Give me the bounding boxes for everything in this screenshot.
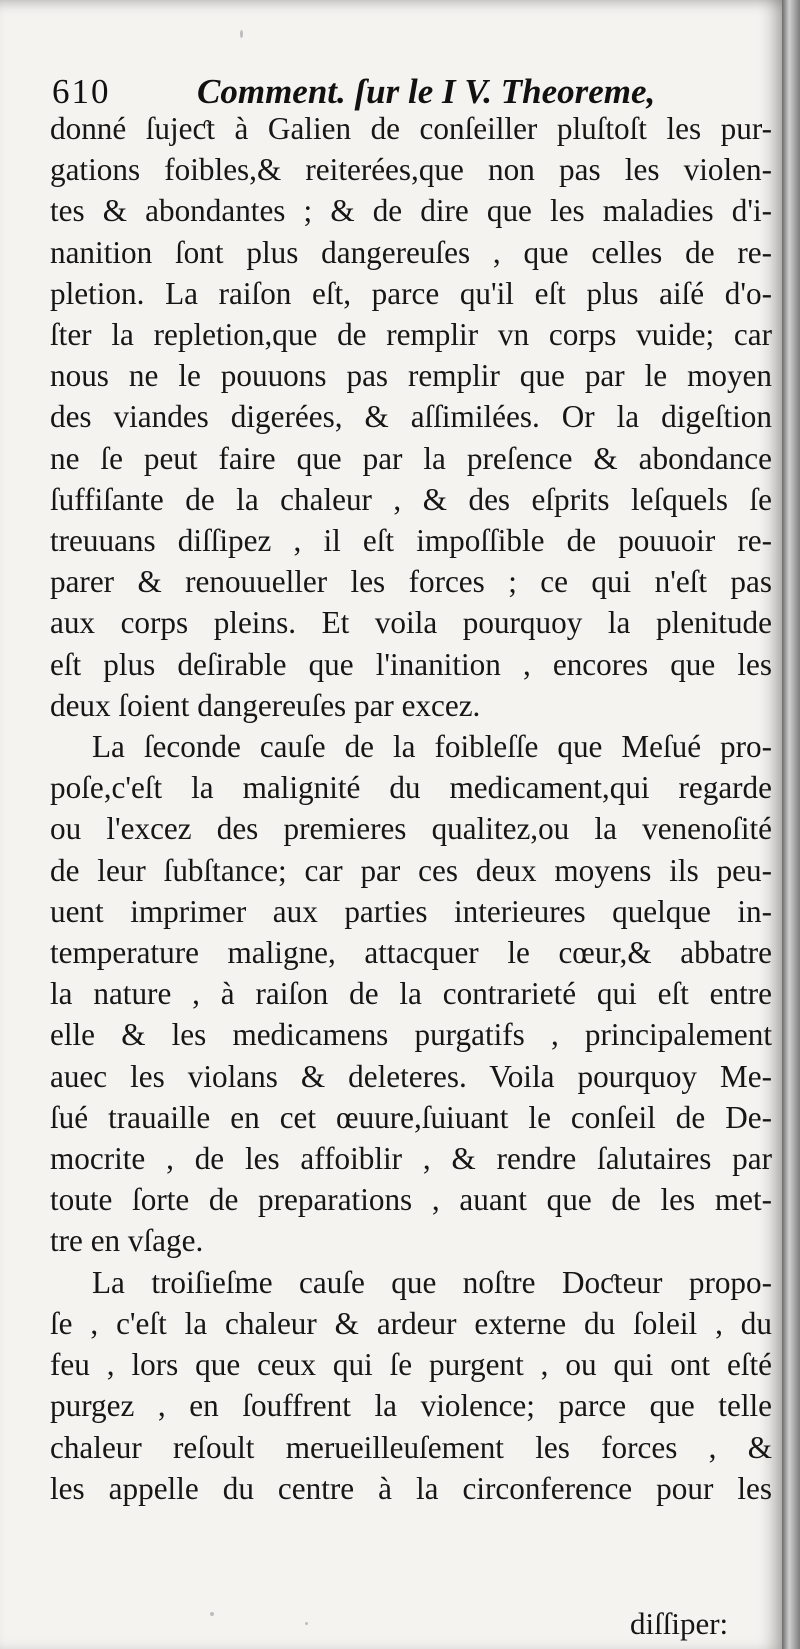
catchword: diſſiper: [630, 1606, 729, 1641]
text-line: temperature maligne, attacquer le cœur,& abbatre [50, 935, 772, 971]
running-title: Comment. ſur le I V. Theoreme, [197, 72, 656, 111]
text-line: les appelle du centre à la circonference pour les [50, 1470, 772, 1506]
text-line: ſter la repletion,que de remplir vn corps vuide; car [50, 317, 772, 353]
page-number: 610 [52, 72, 111, 111]
text-line: chaleur reſoult merueilleuſement les forces , & [50, 1429, 772, 1465]
page-edge-shadow [782, 0, 800, 1649]
text-line: tre en vſage. [50, 1223, 204, 1259]
paper-speck [240, 30, 243, 38]
text-line: purgez , en ſouffrent la violence; parce que telle [50, 1388, 772, 1424]
text-line: tes & abondantes ; & de dire que les maladies d'i- [50, 193, 772, 229]
text-line: mocrite , de les affoiblir , & rendre ſalutaires par [50, 1141, 772, 1177]
text-line: pletion. La raiſon eſt, parce qu'il eſt plus aiſé d'o- [50, 275, 772, 311]
text-line: aux corps pleins. Et voila pourquoy la plenitude [50, 605, 772, 641]
text-line: ou l'excez des premieres qualitez,ou la venenoſité [50, 811, 772, 847]
body-text [50, 108, 772, 1509]
text-line: nanition ſont plus dangereuſes , que celles de re- [50, 234, 772, 270]
text-line: ne ſe peut faire que par la preſence & abondance [50, 440, 772, 476]
text-line: nous ne le pouuons pas remplir que par le moyen [50, 358, 772, 394]
text-line: poſe,c'eſt la malignité du medicament,qui regarde [50, 770, 772, 806]
text-line: toute ſorte de preparations , auant que de les met- [50, 1182, 772, 1218]
text-line: parer & renouueller les forces ; ce qui n'eſt pas [50, 564, 772, 600]
text-line: elle & les medicamens purgatifs , principalement [50, 1017, 772, 1053]
text-line: ſe , c'eſt la chaleur & ardeur externe du ſoleil , du [50, 1305, 772, 1341]
text-line: treuuans diſſipez , il eſt impoſſible de pouuoir re- [50, 523, 772, 559]
text-line: la nature , à raiſon de la contrarieté qui eſt entre [50, 976, 772, 1012]
paper-speck [305, 1622, 308, 1625]
text-line: ſuffiſante de la chaleur , & des eſprits leſquels ſe [50, 481, 772, 517]
text-line: La ſeconde cauſe de la foibleſſe que Meſué pro- [92, 729, 772, 765]
text-line: deux ſoient dangereuſes par excez. [50, 687, 481, 723]
text-line: de leur ſubſtance; car par ces deux moyens ils peu- [50, 852, 772, 888]
text-line: donné ſujeƈt à Galien de conſeiller pluſtoſt les pur- [50, 111, 772, 146]
text-line: uent imprimer aux parties interieures quelque in- [50, 893, 772, 929]
text-line: feu , lors que ceux qui ſe purgent , ou qui ont eſté [50, 1347, 772, 1383]
text-line: gations foibles,& reiterées,que non pas les violen- [50, 152, 772, 188]
text-line: auec les violans & deleteres. Voila pourquoy Me- [50, 1058, 772, 1094]
paper-speck [210, 1612, 214, 1616]
text-line: ſué trauaille en cet œuure,ſuiuant le conſeil de De- [50, 1099, 772, 1135]
text-line: La troiſieſme cauſe que noſtre Doƈteur propo- [92, 1264, 772, 1300]
text-line: eſt plus deſirable que l'inanition , encores que les [50, 646, 772, 682]
text-line: des viandes digerées, & aſſimilées. Or la digeſtion [50, 399, 772, 435]
